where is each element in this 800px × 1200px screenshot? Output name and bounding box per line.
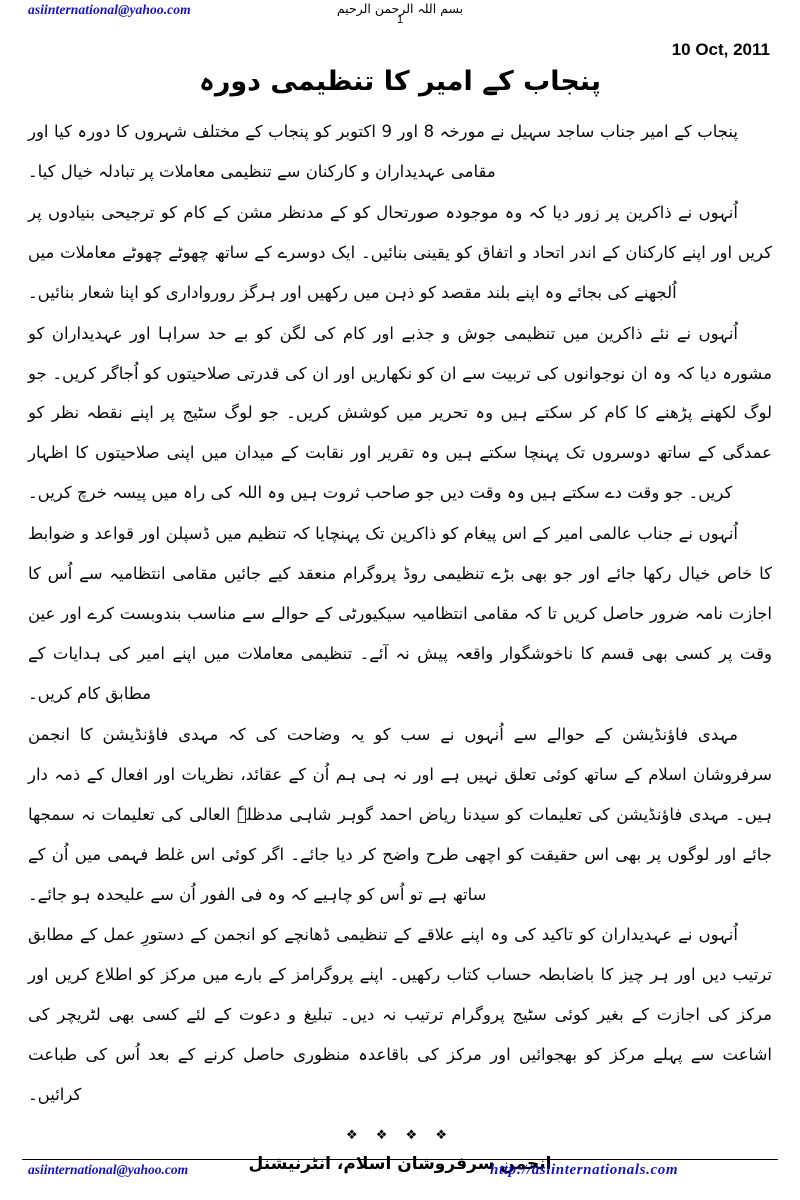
article-body [28, 112, 772, 1115]
footer-website-link[interactable]: http://asiinternationals.com [490, 1162, 679, 1178]
article-paragraph: اُنہوں نے ذاکرین پر زور دیا کہ وہ موجودہ صورتحال کو کے مدنظر مشن کے کام کو ترجیحی بنیادوں پر کریں اور اپنے کارکنان کے اندر اتحاد و اتفاق کو یقینی بنائیں۔ ایک دوسرے کے ساتھ چھوٹے چھوٹے معاملات میں اُلجھنے کی بجائے وہ اپنے بلند مقصد کو ذہن میں رکھیں اور ہرگز رورواداری کو اپنا شعار بنائیں۔ [28, 202, 772, 302]
document-header [0, 0, 800, 112]
document-footer [22, 1162, 778, 1182]
page-title: پنجاب کے امیر کا تنظیمی دورہ [199, 66, 601, 98]
ornament-dots-divider: ❖ ❖ ❖ ❖ [345, 1128, 454, 1144]
page-number: 1 [396, 14, 404, 26]
article-paragraph: اُنہوں نے عہدیداران کو تاکید کی وہ اپنے علاقے کے تنظیمی ڈھانچے کو انجمن کے دستورِ عمل کے مطابق ترتیب دیں اور ہر چیز کا باضابطہ حساب کتاب رکھیں۔ اپنے پروگرامز کے بارے میں مرکز کو اطلاع کریں اور مرکز کی اجازت کے بغیر کوئی سٹیج پروگرام ترتیب نہ دیں۔ تبلیغ و دعوت کے لئے کسی بھی لٹریچر کی اشاعت سے پہلے مرکز کو بھجوائیں اور مرکز کی باقاعدہ منظوری حاصل کرنے کے بعد اُس کی طباعت کرائیں۔ [28, 925, 772, 1105]
publication-date: 10 Oct, 2011 [671, 40, 770, 59]
footer-divider-rule [22, 1159, 778, 1160]
article-paragraph: اُنہوں نے نئے ذاکرین میں تنظیمی جوش و جذبے اور کام کی لگن کو بے حد سراہا اور عہدیداران کو مشورہ دیا کہ وہ ان نوجوانوں کی تربیت سے ان کو نکھاریں اور ان کی قدرتی صلاحیتوں کو اُجاگر کریں۔ جو لوگ لکھنے پڑھنے کا کام کر سکتے ہیں وہ تحریر میں کوشش کریں۔ جو لوگ سٹیج پر اپنے نقطہ نظر کو عمدگی کے ساتھ دوسروں تک پہنچا سکتے ہیں وہ تقریر اور نقابت کے میدان میں اپنی صلاحیتوں کا اظہار کریں۔ جو وقت دے سکتے ہیں وہ وقت دیں جو صاحب ثروت ہیں وہ اللہ کی راہ میں پیسہ خرچ کریں۔ [28, 323, 772, 503]
article-paragraph: پنجاب کے امیر جناب ساجد سہیل نے مورخہ 8 اور 9 اکتوبر کو پنجاب کے مختلف شہروں کا دورہ کیا اور مقامی عہدیداران و کارکنان سے تنظیمی معاملات پر تبادلہ خیال کیا۔ [28, 122, 738, 181]
organization-signature: انجمن سرفروشان اسلام، انٹرنیشنل [248, 1154, 552, 1175]
article-paragraph: مہدی فاؤنڈیشن کے حوالے سے اُنہوں نے سب کو یہ وضاحت کی کہ مہدی فاؤنڈیشن کا انجمن سرفروشان اسلام کے ساتھ کوئی تعلق نہیں ہے اور نہ ہی ہم اُن کے عقائد، نظریات اور افعال کے ذمہ دار ہیں۔ مہدی فاؤنڈیشن کی تعلیمات کو سیدنا ریاض احمد گوہر شاہی مدظلہٗ العالی کی تعلیمات نہ سمجھا جائے اور لوگوں پر بھی اس حقیقت کو اچھی طرح واضح کر دیا جائے۔ اگر کوئی اس غلط فہمی میں اُن کے ساتھ ہے تو اُس کو چاہیے کہ وہ فی الفور اُن سے علیحدہ ہو جائے۔ [28, 724, 772, 904]
bismillah-text: بسم اللہ الرحمن الرحیم [336, 1, 464, 16]
header-email-link[interactable]: asiinternational@yahoo.com [28, 2, 191, 17]
footer-email-link[interactable]: asiinternational@yahoo.com [28, 1162, 189, 1177]
article-paragraph: اُنہوں نے جناب عالمی امیر کے اس پیغام کو ذاکرین تک پہنچایا کہ تنظیم میں ڈسپلن اور قواعد و ضوابط کا خاص خیال رکھا جائے اور جو بھی بڑے تنظیمی روڈ پروگرام منعقد کیے جائیں مقامی انتظامیہ سے اُس کا اجازت نامہ ضرور حاصل کریں تا کہ مقامی انتظامیہ سیکیورٹی کے حوالے سے مناسب بندوبست کرے اور عین وقت پر کسی بھی قسم کا ناخوشگوار واقعہ پیش نہ آئے۔ تنظیمی معاملات میں اپنے امیر کی ہدایات کے مطابق کام کریں۔ [28, 524, 772, 703]
